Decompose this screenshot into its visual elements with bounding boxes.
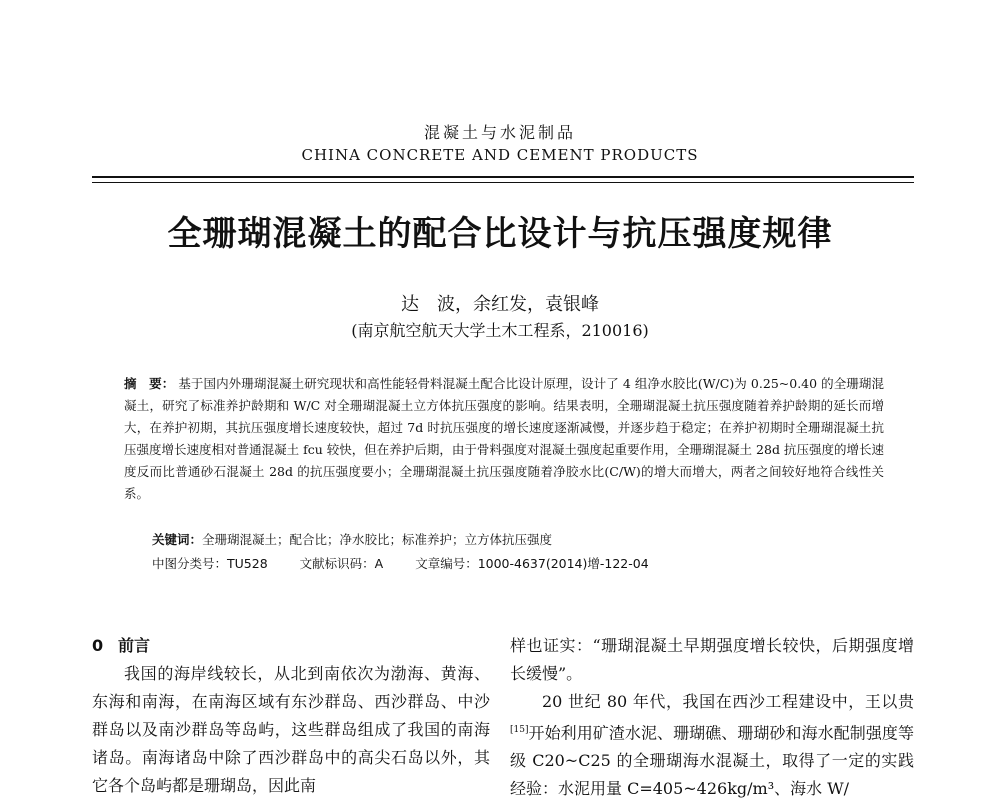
abstract-label: 摘 要： <box>124 376 175 391</box>
article-number: 文章编号：1000-4637(2014)增-122-04 <box>415 556 649 571</box>
paper-title: 全珊瑚混凝土的配合比设计与抗压强度规律 <box>167 214 833 254</box>
header-rule-thick <box>92 176 914 178</box>
article-meta <box>152 553 882 575</box>
abstract <box>124 373 884 505</box>
author-list: 达 波，余红发，袁银峰 <box>401 294 599 315</box>
abstract-text: 基于国内外珊瑚混凝土研究现状和高性能轻骨料混凝土配合比设计原理，设计了 4 组净水胶比(W/C)为 0.25~0.40 的全珊瑚混凝土，研究了标准养护龄期和 W/C 对全珊瑚混凝土立方体抗压强度的影响。结果表明，全珊瑚混凝土抗压强度随着养护龄期的延长而增大，在养护初期，其抗压强度增长速度较快，超过 7d 时抗压强度的增长速度逐渐减慢，并逐步趋于稳定；在养护初期时全珊瑚混凝土抗压强度增长速度相对普通混凝土 fcu 较快，但在养护后期，由于骨料强度对混凝土强度起重要作用，全珊瑚混凝土 28d 抗压强度的增长速度反而比普通砂石混凝土 28d 的抗压强度要小；全珊瑚混凝土抗压强度随着净胶水比(C/W)的增大而增大，两者之间较好地符合线性关系。 <box>124 376 884 501</box>
left-column <box>92 632 490 800</box>
keywords-label: 关键词： <box>152 532 203 547</box>
section-heading <box>92 632 490 660</box>
left-paragraph: 我国的海岸线较长，从北到南依次为渤海、黄海、东海和南海，在南海区域有东沙群岛、西沙群岛、中沙群岛以及南沙群岛等岛屿，这些群岛组成了我国的南海诸岛。南海诸岛中除了西沙群岛中的高尖石岛以外，其它各个岛屿都是珊瑚岛，因此南 <box>92 664 490 795</box>
clc-number: 中图分类号：TU528 <box>152 556 268 571</box>
document-code: 文献标识码：A <box>299 556 384 571</box>
journal-name-cn: 混凝土与水泥制品 <box>423 123 576 142</box>
right-paragraph-2 <box>510 688 914 803</box>
right-column <box>510 632 914 803</box>
right-paragraph-1: 样也证实：“珊瑚混凝土早期强度增长较快，后期强度增长缓慢”。 <box>510 636 914 683</box>
journal-name-en: CHINA CONCRETE AND CEMENT PRODUCTS <box>301 146 699 164</box>
para2-text-after: 开始利用矿渣水泥、珊瑚礁、珊瑚砂和海水配制强度等级 C20~C25 的全珊瑚海水混凝土，取得了一定的实践经验：水泥用量 C=405~426kg/m³、海水 W/ <box>510 723 914 799</box>
section-number: 0 <box>92 636 104 655</box>
affiliation: (南京航空航天大学土木工程系，210016) <box>351 321 649 340</box>
citation-ref: [15] <box>510 725 529 735</box>
para2-text-before: 20 世纪 80 年代，我国在西沙工程建设中，王以贵 <box>542 692 914 711</box>
header-rule-thin <box>92 182 914 183</box>
section-title: 前言 <box>118 636 151 655</box>
keywords <box>152 529 882 551</box>
keywords-text: 全珊瑚混凝土；配合比；净水胶比；标准养护；立方体抗压强度 <box>202 532 553 547</box>
